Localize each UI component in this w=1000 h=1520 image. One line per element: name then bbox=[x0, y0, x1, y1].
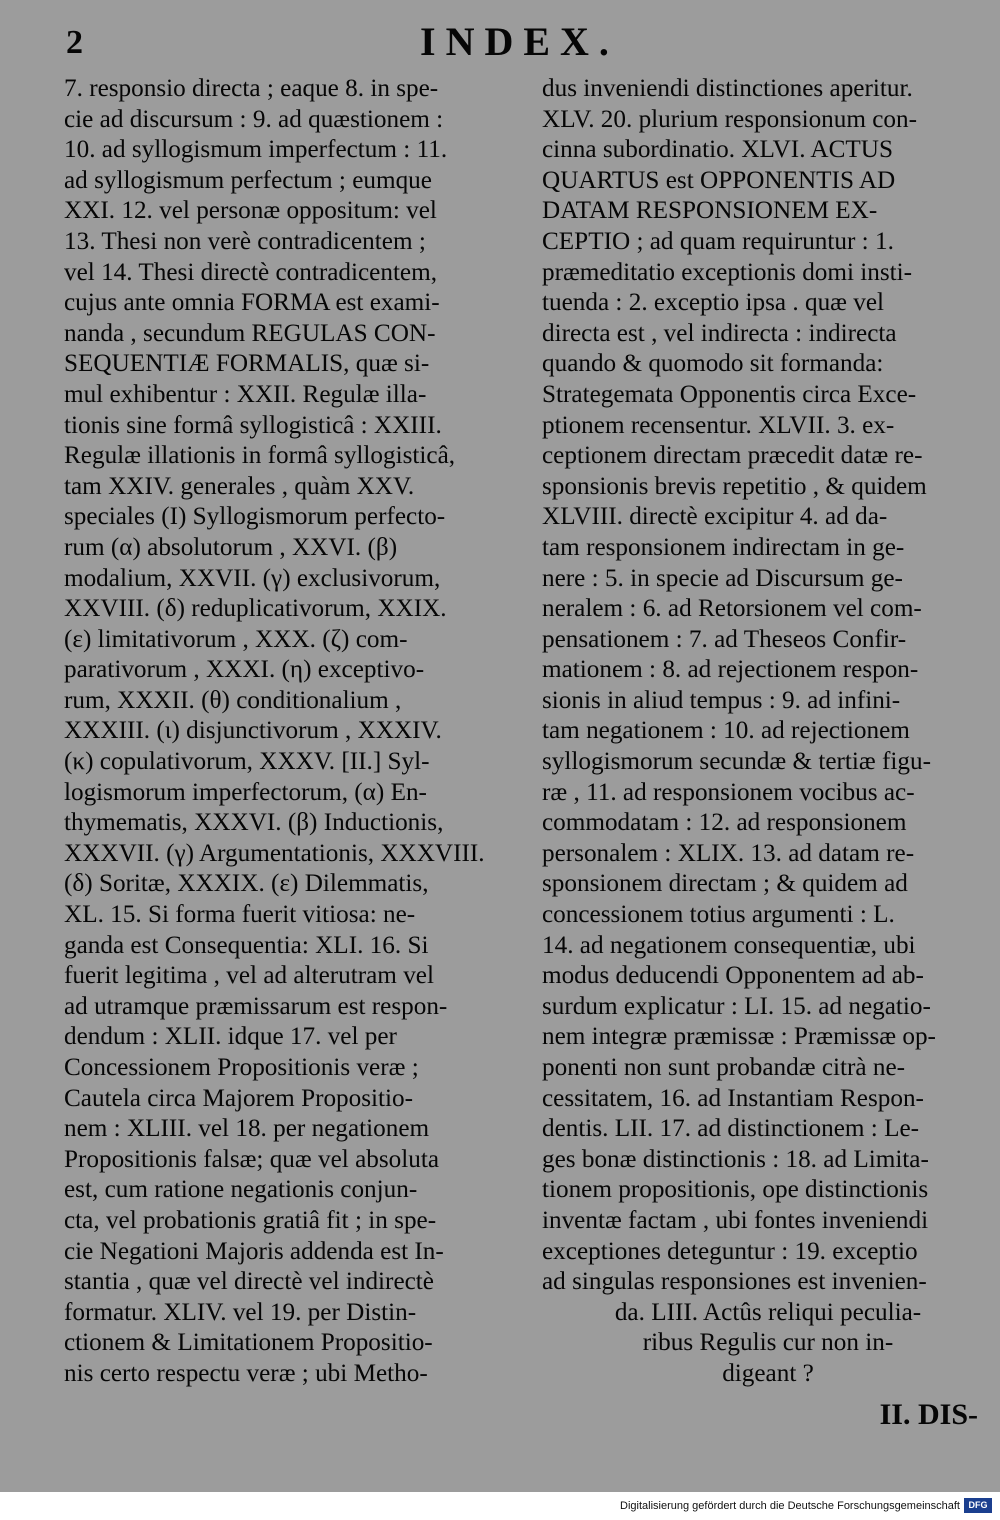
text-line: cie ad discursum : 9. ad quæstionem : bbox=[64, 105, 444, 133]
text-line: tionis sine formâ syllogisticâ : XXIII. bbox=[64, 411, 442, 439]
text-line: ad utramque præmissarum est respon- bbox=[64, 992, 448, 1020]
text-line: stantia , quæ vel directè vel indirectè bbox=[64, 1268, 434, 1296]
text-line: nanda , secundum REGULAS CON- bbox=[64, 319, 436, 347]
text-line: 10. ad syllogismum imperfectum : 11. bbox=[64, 136, 448, 164]
text-line: inventæ factam , ubi fontes inveniendi bbox=[542, 1206, 929, 1234]
text-line: XXVIII. (δ) reduplicativorum, XXIX. bbox=[64, 595, 447, 623]
text-line: (ε) limitativorum , XXX. (ζ) com- bbox=[64, 625, 408, 653]
left-text-column bbox=[64, 74, 516, 1390]
text-line: commodatam : 12. ad responsionem bbox=[542, 809, 907, 837]
text-line: XXXIII. (ι) disjunctivorum , XXXIV. bbox=[64, 717, 442, 745]
text-line: XLV. 20. plurium responsionum con- bbox=[542, 105, 918, 133]
footer-credit: Digitalisierung gefördert durch die Deutsche Forschungsgemeinschaft bbox=[620, 1500, 960, 1512]
text-line: directa est , vel indirecta : indirecta bbox=[542, 319, 897, 347]
text-line: 13. Thesi non verè contradicentem ; bbox=[64, 227, 426, 255]
text-line: tionem propositionis, ope distinctionis bbox=[542, 1176, 929, 1204]
text-line: nis certo respectu veræ ; ubi Metho- bbox=[64, 1359, 428, 1387]
text-line: mationem : 8. ad rejectionem respon- bbox=[542, 656, 919, 684]
text-line: formatur. XLIV. vel 19. per Distin- bbox=[64, 1298, 417, 1326]
text-line: exceptiones deteguntur : 19. exceptio bbox=[542, 1237, 918, 1265]
text-line: præmeditatio exceptionis domi insti- bbox=[542, 258, 913, 286]
text-line: sponsionem directam ; & quidem ad bbox=[542, 870, 908, 898]
text-line: surdum explicatur : LI. 15. ad negatio- bbox=[542, 992, 931, 1020]
text-line: DATAM RESPONSIONEM EX- bbox=[542, 197, 878, 225]
text-line: rum, XXXII. (θ) conditionalium , bbox=[64, 686, 402, 714]
text-line: CEPTIO ; ad quam requiruntur : 1. bbox=[542, 227, 894, 255]
dfg-logo-icon: DFG bbox=[964, 1498, 992, 1513]
text-line: neralem : 6. ad Retorsionem vel com- bbox=[542, 595, 922, 623]
text-line: dus inveniendi distinctiones aperitur. bbox=[542, 75, 913, 102]
text-line: digeant ? bbox=[722, 1359, 814, 1387]
text-line: rum (α) absolutorum , XXVI. (β) bbox=[64, 533, 398, 561]
page-number: 2 bbox=[66, 24, 83, 61]
text-line: tuenda : 2. exceptio ipsa . quæ vel bbox=[542, 289, 885, 317]
right-text-column bbox=[542, 74, 994, 1390]
text-line: Propositionis falsæ; quæ vel absoluta bbox=[64, 1145, 440, 1173]
text-line: sionis in aliud tempus : 9. ad infini- bbox=[542, 686, 901, 714]
running-head: INDEX. bbox=[420, 19, 619, 64]
text-line: sponsionis brevis repetitio , & quidem bbox=[542, 472, 927, 500]
text-line: ribus Regulis cur non in- bbox=[642, 1329, 894, 1357]
text-line: da. LIII. Actûs reliqui peculia- bbox=[614, 1298, 922, 1326]
text-line: XXXVII. (γ) Argumentationis, XXXVIII. bbox=[64, 839, 485, 867]
text-line: ræ , 11. ad responsionem vocibus ac- bbox=[542, 778, 915, 806]
text-line: XL. 15. Si forma fuerit vitiosa: ne- bbox=[64, 901, 416, 929]
text-line: XXI. 12. vel personæ oppositum: vel bbox=[64, 197, 437, 225]
text-line: personalem : XLIX. 13. ad datam re- bbox=[542, 839, 915, 867]
text-line: concessionem totius argumenti : L. bbox=[542, 901, 895, 929]
text-line: (δ) Soritæ, XXXIX. (ε) Dilemmatis, bbox=[64, 870, 429, 898]
text-line: cessitatem, 16. ad Instantiam Respon- bbox=[542, 1084, 924, 1112]
text-line: XLVIII. directè excipitur 4. ad da- bbox=[542, 503, 888, 531]
text-line: parativorum , XXXI. (η) exceptivo- bbox=[64, 656, 425, 684]
text-line: fuerit legitima , vel ad alterutram vel bbox=[64, 962, 434, 990]
text-line: vel 14. Thesi directè contradicentem, bbox=[64, 258, 438, 286]
text-line: ganda est Consequentia: XLI. 16. Si bbox=[64, 931, 429, 959]
text-line: ges bonæ distinctionis : 18. ad Limita- bbox=[542, 1145, 929, 1173]
text-line: pensationem : 7. ad Theseos Confir- bbox=[542, 625, 907, 653]
text-line: ceptionem directam præcedit datæ re- bbox=[542, 442, 923, 470]
text-line: ctionem & Limitationem Propositio- bbox=[64, 1329, 433, 1357]
text-line: ad singulas responsiones est invenien- bbox=[542, 1268, 927, 1296]
text-line: nem : XLIII. vel 18. per negationem bbox=[64, 1115, 430, 1143]
text-line: quando & quomodo sit formanda: bbox=[542, 350, 884, 378]
catchword: II. DIS- bbox=[879, 1398, 978, 1431]
text-line: modalium, XXVII. (γ) exclusivorum, bbox=[64, 564, 441, 592]
text-line: cta, vel probationis gratiâ fit ; in spe- bbox=[64, 1206, 437, 1234]
text-line: mul exhibentur : XXII. Regulæ illa- bbox=[64, 380, 427, 408]
text-line: Concessionem Propositionis veræ ; bbox=[64, 1054, 419, 1081]
text-line: tam negationem : 10. ad rejectionem bbox=[542, 717, 910, 745]
text-line: thymematis, XXXVI. (β) Inductionis, bbox=[64, 809, 444, 837]
text-line: 14. ad negationem consequentiæ, ubi bbox=[542, 931, 916, 959]
text-line: ponenti non sunt probandæ citrà ne- bbox=[542, 1054, 906, 1081]
text-line: tam responsionem indirectam in ge- bbox=[542, 533, 905, 561]
text-line: logismorum imperfectorum, (α) En- bbox=[64, 778, 427, 806]
text-line: tam XXIV. generales , quàm XXV. bbox=[64, 472, 415, 500]
text-line: ad syllogismum perfectum ; eumque bbox=[64, 166, 432, 194]
text-line: QUARTUS est OPPONENTIS AD bbox=[542, 166, 896, 194]
text-line: dentis. LII. 17. ad distinctionem : Le- bbox=[542, 1115, 920, 1143]
text-line: SEQUENTIÆ FORMALIS, quæ si- bbox=[64, 350, 430, 378]
text-line: speciales (I) Syllogismorum perfecto- bbox=[64, 503, 446, 531]
text-line: cie Negationi Majoris addenda est In- bbox=[64, 1237, 444, 1265]
text-line: Regulæ illationis in formâ syllogisticâ, bbox=[64, 442, 456, 470]
text-line: nem integræ præmissæ : Præmissæ op- bbox=[542, 1023, 936, 1051]
text-line: dendum : XLII. idque 17. vel per bbox=[64, 1023, 397, 1051]
text-line: modus deducendi Opponentem ad ab- bbox=[542, 962, 924, 990]
text-line: Cautela circa Majorem Propositio- bbox=[64, 1084, 414, 1112]
text-line: (κ) copulativorum, XXXV. [II.] Syl- bbox=[64, 748, 430, 776]
text-line: cinna subordinatio. XLVI. ACTUS bbox=[542, 136, 893, 164]
text-line: 7. responsio directa ; eaque 8. in spe- bbox=[64, 75, 439, 102]
text-line: syllogismorum secundæ & tertiæ figu- bbox=[542, 748, 931, 776]
text-line: nere : 5. in specie ad Discursum ge- bbox=[542, 564, 903, 592]
text-line: ptionem recensentur. XLVII. 3. ex- bbox=[542, 411, 895, 439]
digitization-footer bbox=[0, 1492, 1000, 1520]
text-line: Strategemata Opponentis circa Exce- bbox=[542, 380, 917, 408]
text-line: cujus ante omnia FORMA est exami- bbox=[64, 289, 440, 317]
text-line: est, cum ratione negationis conjun- bbox=[64, 1176, 418, 1204]
